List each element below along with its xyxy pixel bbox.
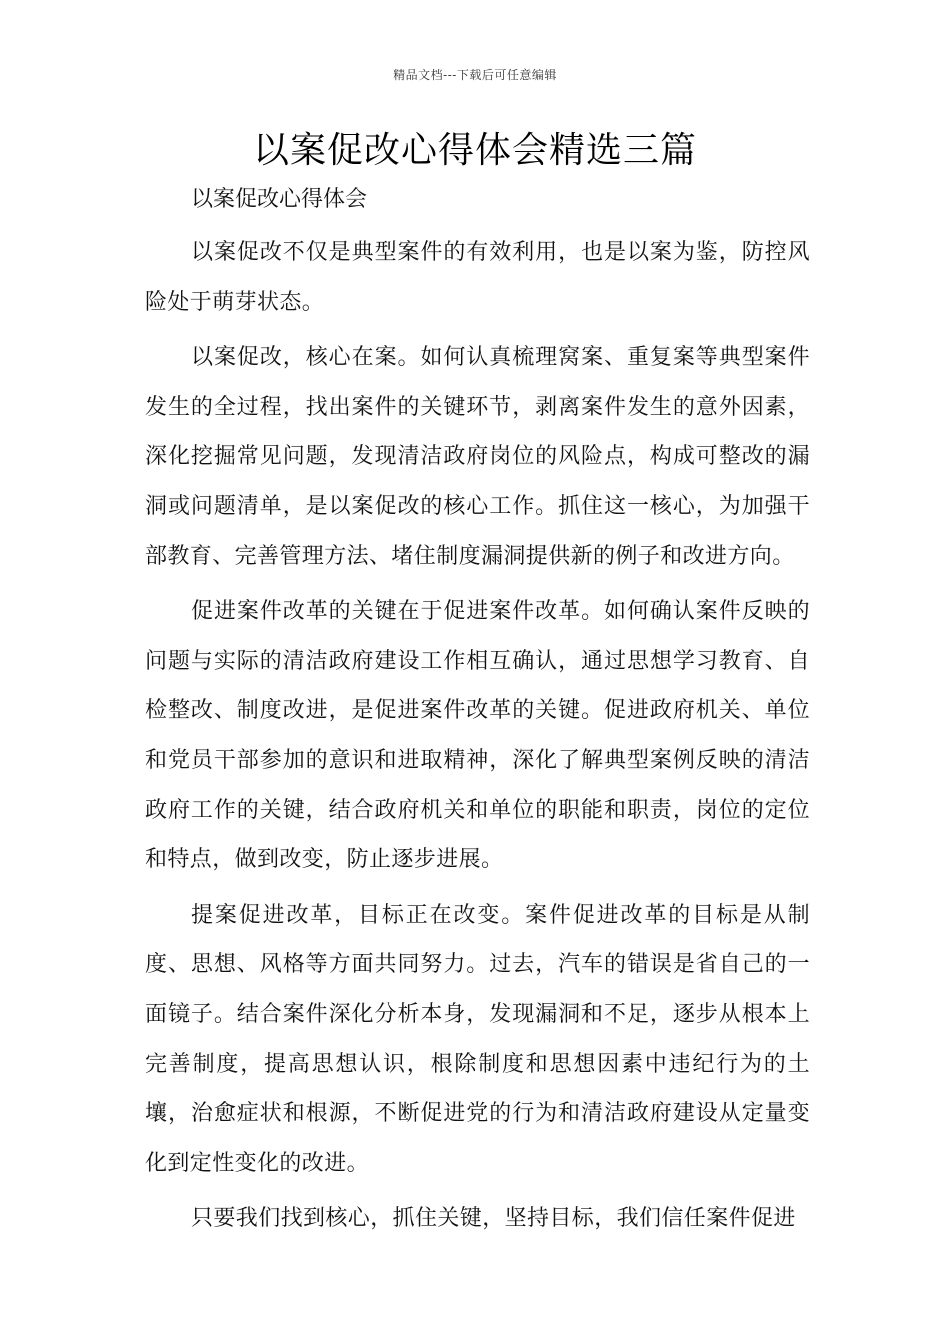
page-header-note: 精品文档---下载后可任意编辑 (393, 68, 557, 82)
document-subtitle: 以案促改心得体会 (191, 187, 368, 212)
paragraph-3: 促进案件改革的关键在于促进案件改革。如何确认案件反映的问题与实际的清洁政府建设工作相互确认，通过思想学习教育、自检整改、制度改进，是促进案件改革的关键。促进政府机关、单位和党员干部参加的意识和进取精神，深化了解典型案例反映的清洁政府工作的关键，结合政府机关和单位的职能和职责，岗位的定位和特点，做到改变，防止逐步进展。 (145, 599, 810, 873)
document-body (145, 178, 810, 1244)
paragraph-4: 提案促进改革，目标正在改变。案件促进改革的目标是从制度、思想、风格等方面共同努力。过去，汽车的错误是省自己的一面镜子。结合案件深化分析本身，发现漏洞和不足，逐步从根本上完善制度，提高思想认识，根除制度和思想因素中违纪行为的土壤，治愈症状和根源，不断促进党的行为和清洁政府建设从定量变化到定性变化的改进。 (145, 902, 810, 1176)
paragraph-5: 只要我们找到核心，抓住关键，坚持目标，我们信任案件促进 (191, 1206, 796, 1232)
paragraph-1: 以案促改不仅是典型案件的有效利用，也是以案为鉴，防控风险处于萌芽状态。 (145, 240, 810, 315)
document-title: 以案促改心得体会精选三篇 (252, 130, 697, 171)
paragraph-2: 以案促改，核心在案。如何认真梳理窝案、重复案等典型案件发生的全过程，找出案件的关键环节，剥离案件发生的意外因素，深化挖掘常见问题，发现清洁政府岗位的风险点，构成可整改的漏洞或问题清单，是以案促改的核心工作。抓住这一核心，为加强干部教育、完善管理方法、堵住制度漏洞提供新的例子和改进方向。 (145, 345, 810, 569)
